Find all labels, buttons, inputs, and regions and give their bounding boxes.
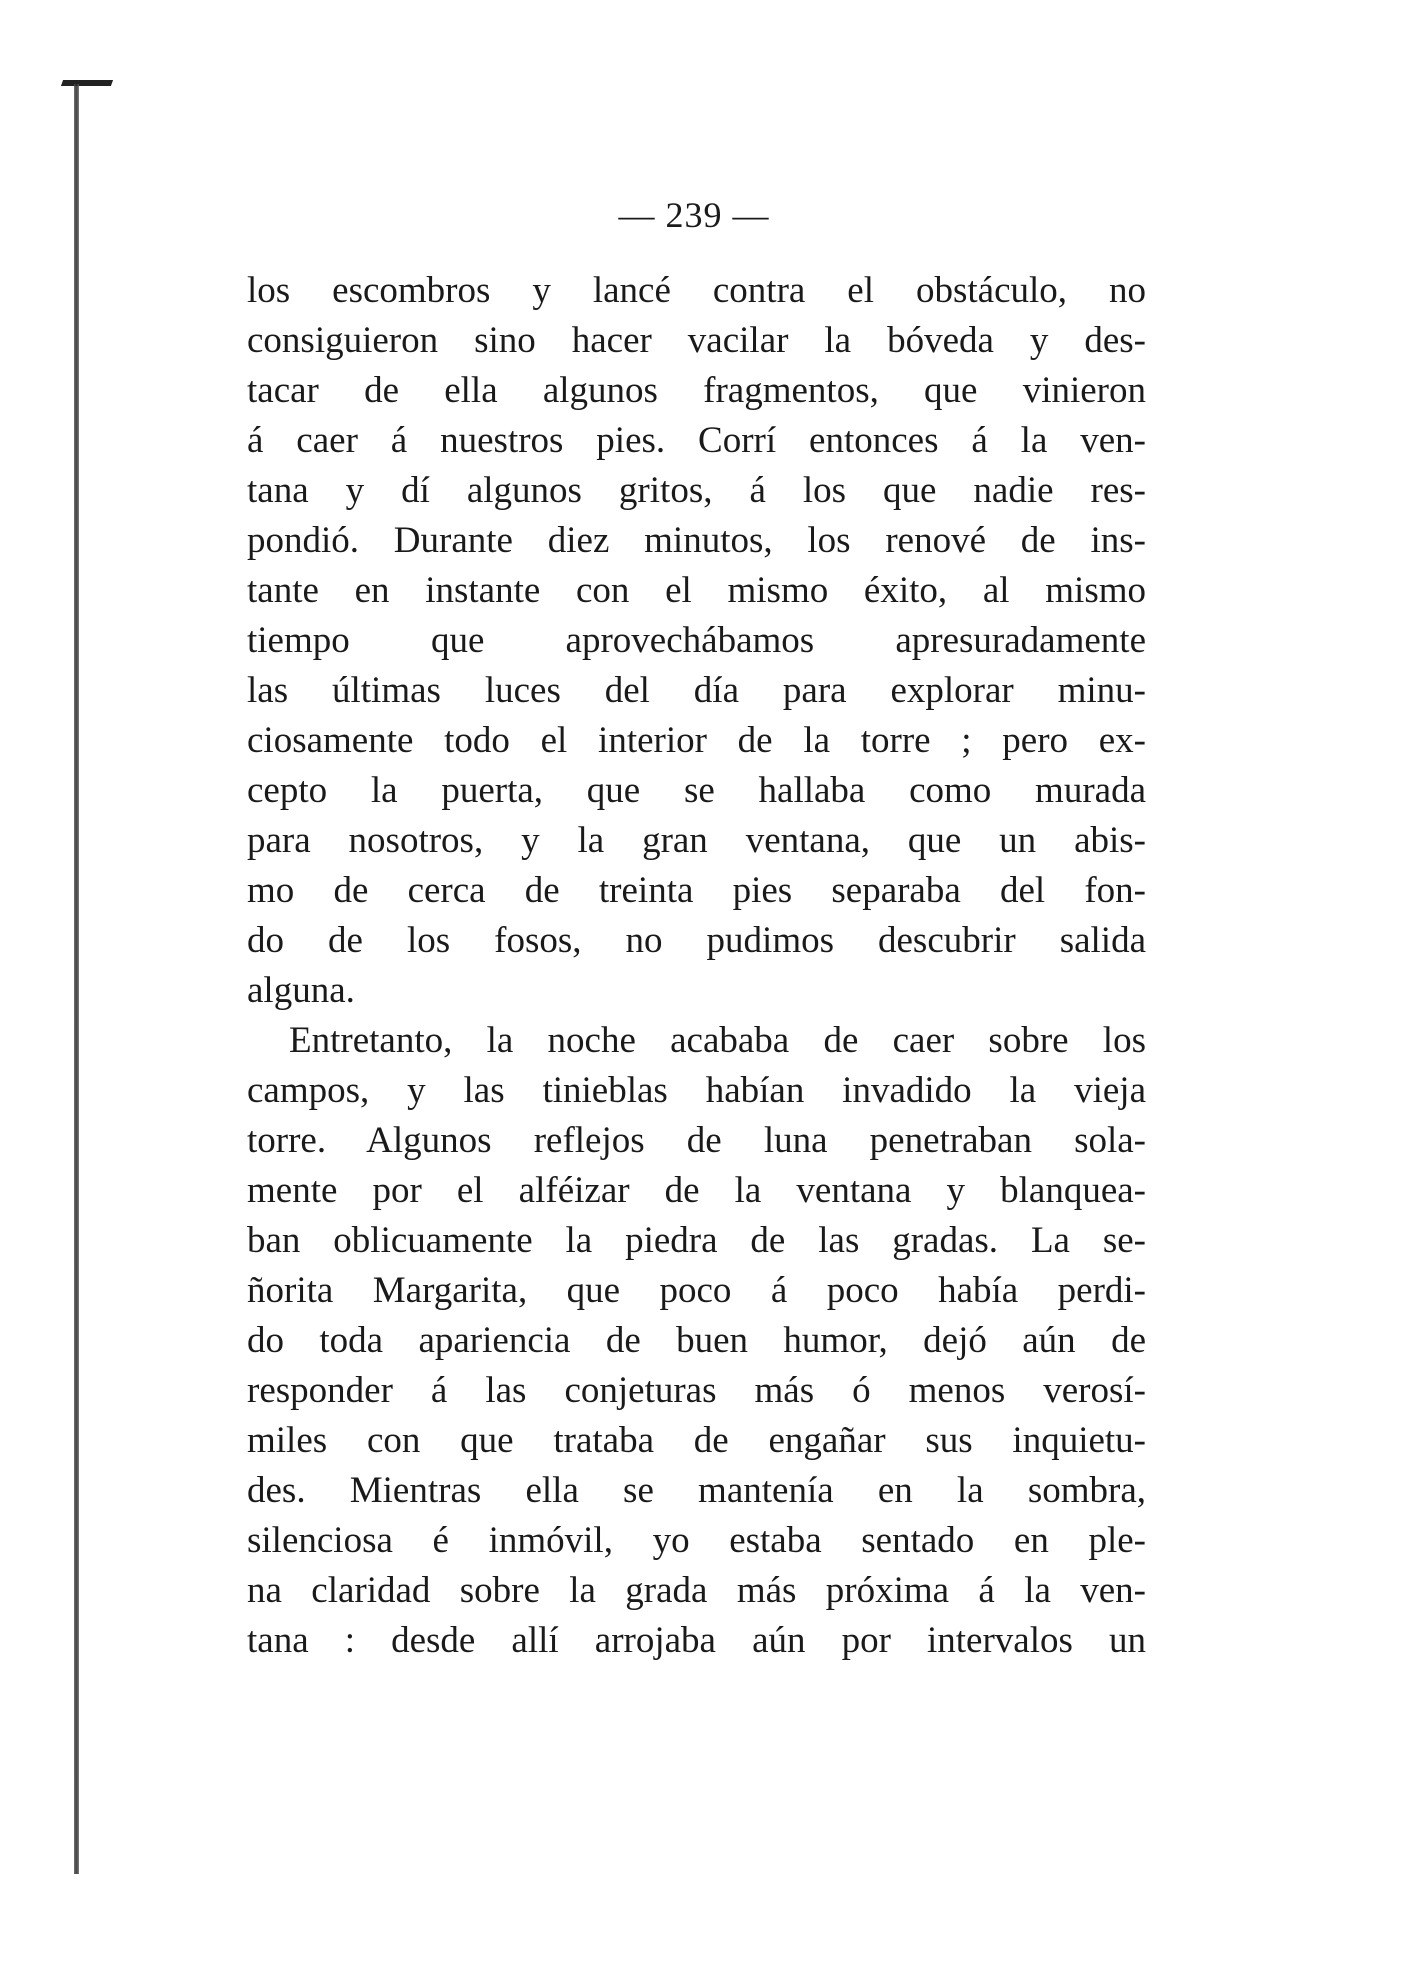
text-line: tiempo que aprovechábamos apresuradamente (247, 620, 1146, 661)
text-line: responder á las conjeturas más ó menos verosí- (247, 1370, 1146, 1411)
text-line: do toda apariencia de buen humor, dejó aún de (247, 1320, 1146, 1361)
binding-edge (74, 84, 79, 1874)
binding-edge-mark (61, 80, 113, 86)
text-line: mente por el alféizar de la ventana y blanquea- (247, 1170, 1146, 1211)
text-line: tana y dí algunos gritos, á los que nadie res- (247, 470, 1146, 511)
text-line: ñorita Margarita, que poco á poco había perdi- (247, 1270, 1146, 1311)
text-line: campos, y las tinieblas habían invadido la vieja (247, 1070, 1146, 1111)
text-line: pondió. Durante diez minutos, los renové de ins- (247, 520, 1146, 561)
text-line: tacar de ella algunos fragmentos, que vinieron (247, 370, 1146, 411)
text-line: ciosamente todo el interior de la torre ; pero ex- (247, 720, 1146, 761)
page-number: — 239 — (618, 195, 770, 235)
text-line: los escombros y lancé contra el obstáculo, no (247, 270, 1146, 311)
page-body-text (247, 266, 1146, 1666)
text-line: tante en instante con el mismo éxito, al mismo (247, 570, 1146, 611)
text-line: tana : desde allí arrojaba aún por intervalos un (247, 1620, 1146, 1661)
text-line: na claridad sobre la grada más próxima á la ven- (247, 1570, 1146, 1611)
paragraph-start-line: Entretanto, la noche acababa de caer sobre los (289, 1020, 1146, 1061)
text-line: á caer á nuestros pies. Corrí entonces á la ven- (247, 420, 1146, 461)
text-line: silenciosa é inmóvil, yo estaba sentado en ple- (247, 1520, 1146, 1561)
paragraph-end-line: alguna. (247, 970, 355, 1011)
text-line: consiguieron sino hacer vacilar la bóveda y des- (247, 320, 1146, 361)
text-line: des. Mientras ella se mantenía en la sombra, (247, 1470, 1146, 1511)
text-line: cepto la puerta, que se hallaba como murada (247, 770, 1146, 811)
text-line: do de los fosos, no pudimos descubrir salida (247, 920, 1146, 961)
text-line: mo de cerca de treinta pies separaba del fon- (247, 870, 1146, 911)
text-line: las últimas luces del día para explorar minu- (247, 670, 1146, 711)
text-line: para nosotros, y la gran ventana, que un abis- (247, 820, 1146, 861)
text-line: miles con que trataba de engañar sus inquietu- (247, 1420, 1146, 1461)
text-line: ban oblicuamente la piedra de las gradas. La se- (247, 1220, 1146, 1261)
text-line: torre. Algunos reflejos de luna penetraban sola- (247, 1120, 1146, 1161)
